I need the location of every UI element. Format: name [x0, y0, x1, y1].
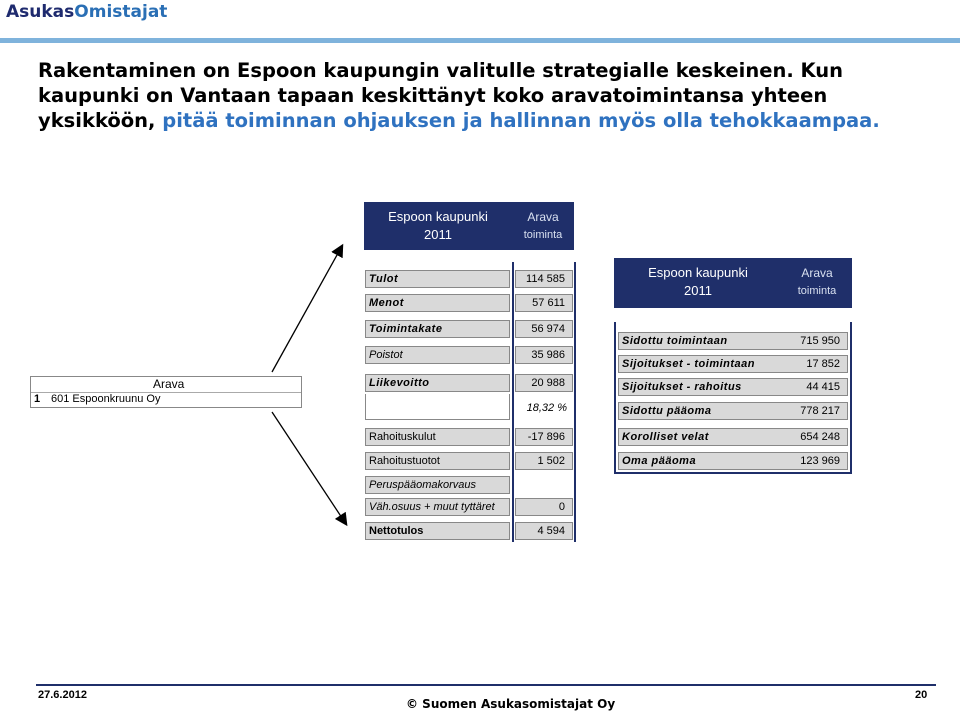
balance-table	[614, 322, 854, 474]
income-row-liikevoitto	[365, 374, 510, 392]
income-label-peruspaaomakorvaus: Peruspääomakorvaus	[369, 479, 477, 491]
income-table	[364, 262, 576, 542]
income-value-liikevoitto: 20 988	[515, 374, 573, 392]
income-label-rahoituskulut: Rahoituskulut	[369, 431, 436, 443]
income-value-menot: 57 611	[515, 294, 573, 312]
balance-header-city-label: Espoon kaupunki	[648, 265, 748, 280]
income-row-nettotulos	[365, 522, 510, 540]
company-box-header-label: Arava	[153, 377, 185, 391]
income-label-toimintakate: Toimintakate	[369, 323, 443, 335]
income-header-city-label: Espoon kaupunki	[388, 209, 488, 224]
income-label-poistot: Poistot	[369, 349, 403, 361]
balance-header-city-year: 2011	[684, 283, 712, 298]
income-row-vahemmistoosuus	[365, 498, 510, 516]
income-value-peruspaaomakorvaus	[515, 476, 573, 494]
income-row-peruspaaomakorvaus	[365, 476, 510, 494]
company-number: 1	[34, 393, 41, 405]
income-header-arava-label: Arava	[527, 210, 559, 224]
logo-part-omistajat: Omistajat	[74, 2, 168, 22]
arrow-up	[272, 246, 342, 372]
income-label-rahoitustuotot: Rahoitustuotot	[369, 455, 440, 467]
income-value-nettotulos: 4 594	[515, 522, 573, 540]
income-row-rahoitustuotot	[365, 452, 510, 470]
balance-frame-left	[614, 322, 616, 474]
footer-date: 27.6.2012	[38, 689, 87, 701]
income-value-tulot: 114 585	[515, 270, 573, 288]
balance-row-sidottu-toimintaan: Sidottu toimintaan 715 950	[618, 332, 848, 350]
logo-part-asukas: Asukas	[6, 2, 75, 22]
balance-row-oma-paaoma: Oma pääoma 123 969	[618, 452, 848, 470]
balance-header-arava-label: Arava	[801, 266, 833, 280]
footer-page-number: 20	[915, 689, 928, 701]
income-label-vahemmistoosuus: Väh.osuus + muut tyttäret	[369, 501, 495, 513]
income-value-vahemmistoosuus: 0	[515, 498, 573, 516]
balance-row-sijoitukset-rahoitus: Sijoitukset - rahoitus 44 415	[618, 378, 848, 396]
income-value-toimintakate: 56 974	[515, 320, 573, 338]
income-table-header-arava	[512, 202, 574, 250]
company-name: 601 Espoonkruunu Oy	[51, 393, 161, 405]
income-value-percentage: 18,32 %	[526, 402, 567, 414]
headline-dark-text: Rakentaminen on Espoon kaupungin valitulle strategialle keskeinen. Kun kaupunki on Vantaan tapaan keskittänyt koko aravatoimintansa yhteen yksikköön,	[38, 59, 844, 132]
income-value-frame-right	[574, 262, 576, 542]
balance-header-arava-sub: toiminta	[797, 285, 837, 297]
income-value-poistot: 35 986	[515, 346, 573, 364]
income-label-menot: Menot	[369, 297, 404, 309]
income-value-frame-left	[512, 262, 514, 542]
arrow-down	[272, 412, 346, 524]
footer-divider	[36, 684, 936, 686]
footer-copyright: © Suomen Asukasomistajat Oy	[406, 697, 616, 711]
balance-row-sidottu-paaoma: Sidottu pääoma 778 217	[618, 402, 848, 420]
income-row-menot	[365, 294, 510, 312]
headline-blue-text: pitää toiminnan ohjauksen ja hallinnan myös olla tehokkaampaa.	[162, 109, 880, 132]
income-row-rahoituskulut	[365, 428, 510, 446]
income-header-arava-sub: toiminta	[523, 229, 563, 241]
balance-frame-bottom	[614, 472, 852, 474]
income-header-city-year: 2011	[424, 227, 452, 242]
income-table-header-city	[364, 202, 512, 250]
income-row-poistot	[365, 346, 510, 364]
balance-frame-right	[850, 322, 852, 474]
income-row-empty	[365, 394, 510, 420]
income-row-tulot	[365, 270, 510, 288]
income-value-rahoituskulut: -17 896	[515, 428, 573, 446]
balance-table-header-arava	[782, 258, 852, 308]
income-label-tulot: Tulot	[369, 273, 399, 285]
balance-table-header-city	[614, 258, 782, 308]
income-row-toimintakate	[365, 320, 510, 338]
balance-row-sijoitukset-toimintaan: Sijoitukset - toimintaan 17 852	[618, 355, 848, 373]
income-label-liikevoitto: Liikevoitto	[369, 377, 430, 389]
balance-row-korolliset-velat: Korolliset velat 654 248	[618, 428, 848, 446]
income-value-rahoitustuotot: 1 502	[515, 452, 573, 470]
income-label-nettotulos: Nettotulos	[369, 525, 424, 537]
